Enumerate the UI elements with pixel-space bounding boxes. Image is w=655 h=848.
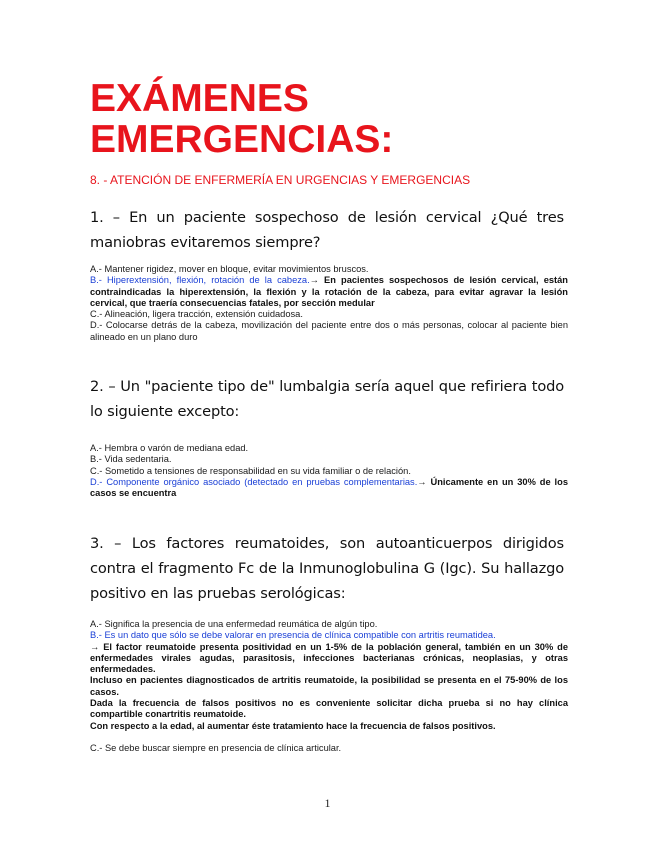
option-c: C.- Sometido a tensiones de responsabilidad en su vida familiar o de relación. [90,465,411,476]
page-title: EXÁMENES EMERGENCIAS: [90,77,394,161]
option-b: B.- Vida sedentaria. [90,454,172,465]
option-c: C.- Se debe buscar siempre en presencia de clínica articular. [90,742,342,753]
option-a: A.- Mantener rigidez, mover en bloque, evitar movimientos bruscos. [90,264,369,274]
question-3: 3. – Los factores reumatoides, son autoanticuerpos dirigidos contra el fragmento Fc de la Inmunoglobulina G (Igc). Su hallazgo positivo en las pruebas serológicas: [90,535,564,602]
option-d-text: D.- Componente orgánico asociado (detectado en pruebas complementarias. [90,476,418,487]
question-3-options [90,619,568,754]
option-b [90,275,568,309]
option-a: A.- Significa la presencia de una enfermedad reumática de algún tipo. [90,619,378,629]
option-c: C.- Alineación, ligera tracción, extensión cuidadosa. [90,309,303,320]
option-b-explanation: → En pacientes sospechosos de lesión cervical, están contraindicadas la hiperextensión, la flexión y la rotación de la cabeza, para evitar agravar la lesión cervical, que traería consecuencias fatales, por sección medular [90,275,568,308]
question-1: 1. – En un paciente sospechoso de lesión cervical ¿Qué tres maniobras evitaremos siempre? [90,209,564,251]
option-d [90,477,568,500]
option-d-explanation: → Únicamente en un 30% de los casos se encuentra [90,476,568,499]
option-b-explanation-2: Incluso en pacientes diagnosticados de artritis reumatoide, la posibilidad se presenta en el 75-90% de los casos. [90,675,568,697]
question-2-options [90,443,568,499]
question-2: 2. – Un "paciente tipo de" lumbalgia sería aquel que refiriera todo lo siguiente excepto: [90,378,564,420]
option-b-explanation-4: Con respecto a la edad, al aumentar éste tratamiento hace la frecuencia de falsos positivos. [90,720,496,731]
option-b: B.- Es un dato que sólo se debe valorar en presencia de clínica compatible con artritis reumatidea. [90,630,496,641]
option-d: D.- Colocarse detrás de la cabeza, movilización del paciente entre dos o más personas, colocar al paciente bien alineado en un plano duro [90,320,568,342]
option-b-text: B.- Hiperextensión, flexión, rotación de la cabeza. [90,275,310,286]
page-number: 1 [324,796,331,810]
option-a: A.- Hembra o varón de mediana edad. [90,443,249,453]
section-subtitle: 8. - ATENCIÓN DE ENFERMERÍA EN URGENCIAS Y EMERGENCIAS [90,173,471,187]
option-b-explanation-3: Dada la frecuencia de falsos positivos no es conveniente solicitar dicha prueba si no hay clínica compartible conartritis reumatoide. [90,698,568,720]
option-b-explanation-1: → El factor reumatoide presenta positividad en un 1-5% de la población general, también en un 30% de enfermedades virales agudas, parasitosis, infecciones bacterianas crónicas, neoplasias, y otras enfermedades. [90,641,568,675]
question-1-options [90,264,568,343]
